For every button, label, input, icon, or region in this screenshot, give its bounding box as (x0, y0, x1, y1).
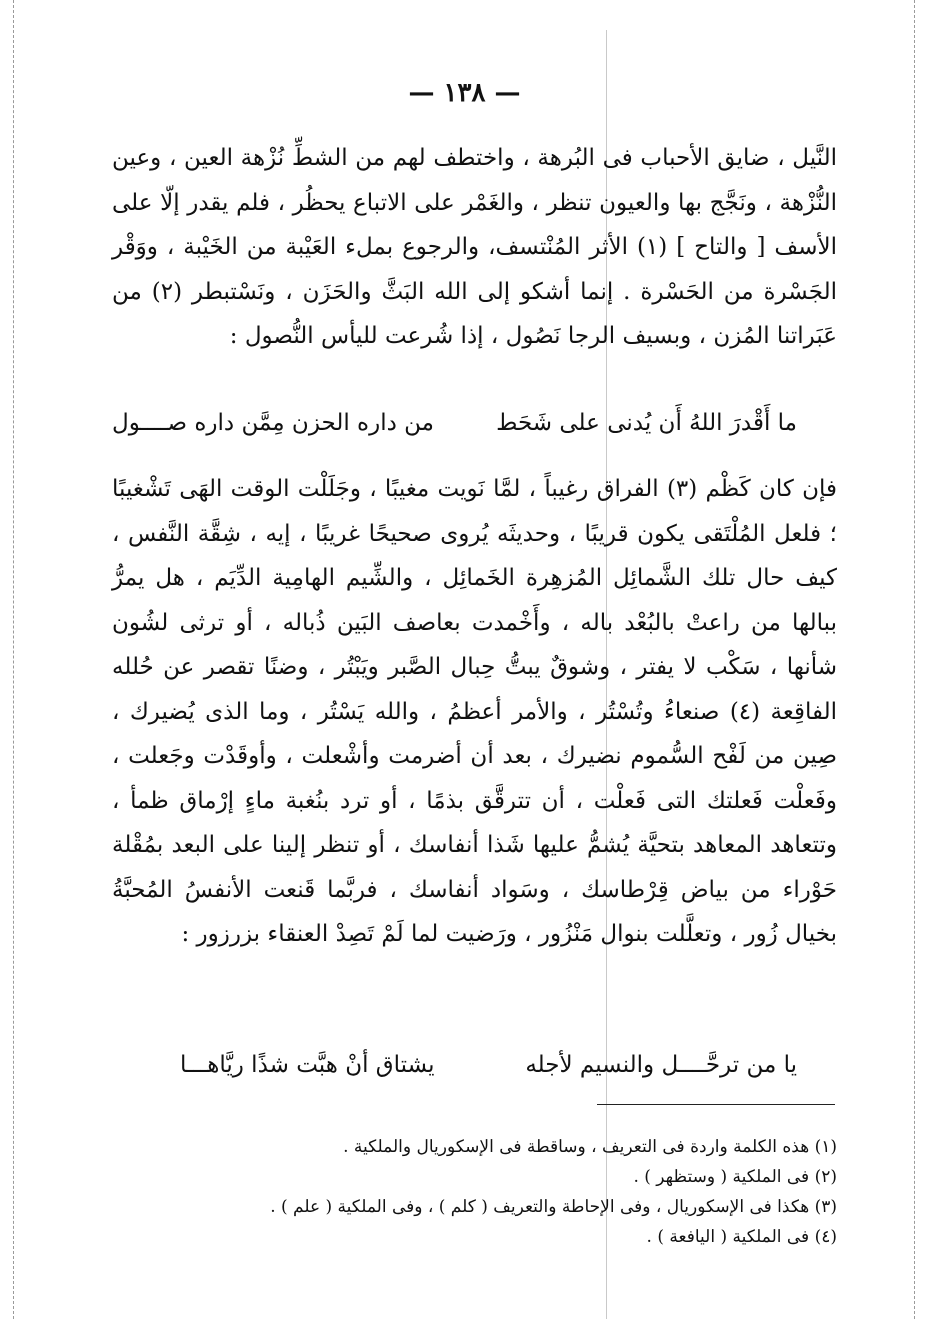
verse-1-first-hemistich: ما أَقْدرَ اللهُ أَن يُدنى على شَحَط (496, 410, 797, 436)
footnote-4: (٤) فى الملكية ( اليافعة ) . (646, 1227, 837, 1247)
right-margin-rule (914, 0, 915, 1319)
verse-1-second-hemistich: من داره الحزن مِمَّن داره صــــول (112, 410, 434, 436)
verse-2-second-hemistich: يشتاق أنْ هبَّت شذًا ريَّاهـــا (180, 1052, 435, 1078)
verse-2-first-hemistich: يا من ترحَّــــل والنسيم لأجله (525, 1052, 797, 1078)
paragraph-1 (112, 136, 837, 359)
paragraph-1-text: النَّيل ، ضايق الأحباب فى البُرهة ، واختطف لهم من الشطِّ نُزْهة العين ، وعين النُّزْهة ، ونَجَّج بها والعيون تنظر ، والغَمْر على الاتباع يحظُر ، فلم يقدر إلّا على الأسف [ والتاح ] (١) الأثر المُنْتسف، والرجوع بملء العَيْبة من الخَيْبة ، ووَقْر الجَسْرة من الحَسْرة . إنما أشكو إلى الله البَثَّ والحَزَن ، ونَسْتبطر (٢) من عَبَراتنا المُزن ، وبسيف الرجا نَصُول ، إذا شُرعت لليأس النُّصول : (112, 145, 837, 349)
footnote-3: (٣) هكذا فى الإسكوريال ، وفى الإحاطة والتعريف ( كلم ) ، وفى الملكية ( علم ) . (270, 1197, 837, 1217)
footnotes (112, 1132, 837, 1252)
paragraph-2 (112, 467, 837, 957)
verse-1 (112, 401, 837, 445)
footnote-separator (597, 1104, 835, 1105)
verse-2 (112, 1043, 837, 1087)
footnote-2: (٢) فى الملكية ( وستظهر ) . (633, 1167, 837, 1187)
page-number: — ١٣٨ — (408, 78, 521, 108)
paragraph-2-text: فإن كان كَظْم (٣) الفراق رغيباً ، لمَّا نَويت مغيبًا ، وجَلَلْت الوقت الهَى تَشْغيبًا ؛ فلعل المُلْتَقى يكون قريبًا ، وحديثَه يُروى صحيحًا غريبًا ، إيه ، شِقَّة النَّفس ، كيف حال تلك الشَّمائِل المُزهِرة الخَمائِل ، والشِّيم الهامِية الدِّيَم ، هل يمرُّ ببالها من راعتْ بالبُعْد باله ، وأَخْمدت بعاصف البَين ذُباله ، أو ترثى لشُون شأنها ، سَكْب لا يفتر ، وشوقٌ يبتُّ حِبال الصَّبر ويَبْتُر ، وضنًا تقصر عن حُلله الفاقِعة (٤) صنعاءُ وتُسْتُر ، والأمر أعظمُ ، والله يَسْتُر ، وما الذى يُضيرك ، صِين من لَفْح السُّموم نضيرك ، بعد أن أضرمت وأشْعلت ، وأوقَدْت وجَعلت ، وفَعلْت فَعلتك التى فَعلْت ، أن تترقَّق بذمًا ، أو ترد بنُغبة ماءٍ إرْماق ظمأ ، وتتعاهد المعاهد بتحيَّة يُشمُّ عليها شَذا أنفاسك ، أو تنظر إلينا على البعد بمُقْلة حَوْراء من بياض قِرْطاسك ، وسَواد أنفاسك ، فربَّما قَنعت الأنفسُ المُحبَّةُ بخيال زُور ، وتعلَّلت بنوال مَنْزُور ، ورَضيت لما لَمْ تَصِدْ العنقاء بزرزور : (112, 476, 838, 947)
footnote-1: (١) هذه الكلمة واردة فى التعريف ، وساقطة فى الإسكوريال والملكية . (343, 1137, 837, 1157)
left-margin-rule (13, 0, 14, 1319)
